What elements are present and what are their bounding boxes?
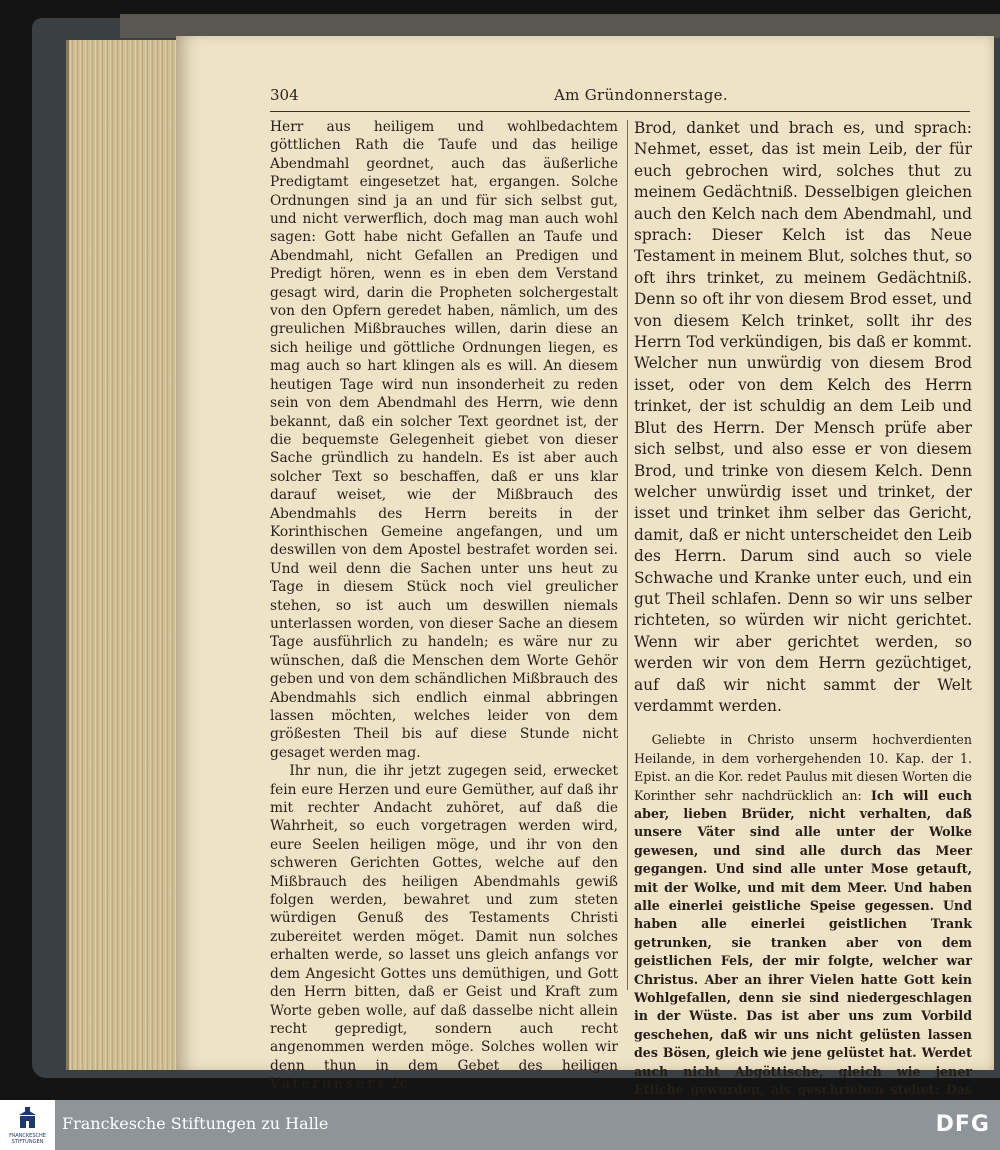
institution-name: Franckesche Stiftungen zu Halle xyxy=(62,1114,329,1133)
sermon-paragraph-1: Herr aus heiligem und wohlbedachtem göttlichen Rath die Taufe und das heilige Abendmahl geordnet, auch das äußerliche Predigtamt eingesetzet hat, ergangen. Solche Ordnungen sind ja an und für sich selbst gut, und nicht verwerflich, doch mag man auch wohl sagen: Gott habe nicht Gefallen an Taufe und Abendmahl, nicht Gefallen an Predigen und Predigt hören, wenn es in eben dem Verstand gesagt wird, darin die Propheten solchergestalt von den Opfern geredet haben, nämlich, um des greulichen Mißbrauches willen, darin diese an sich heilige und göttliche Ordnungen liegen, es mag auch so hart klingen als es will. An diesem heutigen Tage wird nun insonderheit zu reden sein von dem Abendmahl des Herrn, wie denn bekannt, daß ein solcher Text geordnet ist, der die bequemste Gelegenheit giebet von dieser Sache gründlich zu handeln. Es ist aber auch solcher Text so beschaffen, daß er uns klar darauf weiset, wie der Mißbrauch des Abendmahls des Herrn bereits in der Korinthischen Gemeine angefangen, und um deswillen von dem Apostel bestrafet worden sei. Und weil denn die Sachen unter uns heut zu Tage in diesem Stück noch viel greulicher stehen, so ist auch um deswillen niemals unterlassen worden, von dieser Sache an diesem Tage ausführlich zu handeln; es wäre nur zu wünschen, daß die Menschen dem Worte Gehör geben und von dem schändlichen Mißbrauch des Abendmahls sich endlich einmal abbringen lassen möchten, welches leider von dem größesten Theil bis auf diese Stunde nicht gesaget werden mag. xyxy=(270,119,618,761)
franckesche-logo[interactable] xyxy=(0,1100,55,1150)
page-header xyxy=(270,86,970,112)
right-column xyxy=(634,118,972,1100)
sermon-paragraph-2 xyxy=(270,762,618,1093)
exposition-paragraph xyxy=(634,731,972,1100)
exposition-quote: Ich will euch aber, lieben Brüder, nicht verhalten, daß unsere Väter sind alle unter der Wolke gewesen, und sind alle durch das Meer gegangen. Und sind alle unter Mose getauft, mit der Wolke, und mit dem Meer. Und haben alle einerlei geistliche Speise gegessen. Und haben alle einerlei geistlichen Trank getrunken, sie tranken aber von dem geistlichen Fels, der mir folgte, welcher war Christus. Aber an ihrer Vielen hatte Gott kein Wohlgefallen, denn sie sind niedergeschlagen in der Wüste. Das ist aber uns zum Vorbild geschehen, daß wir uns nicht gelüsten lassen des Bösen, gleich wie jene gelüstet hat. Werdet auch nicht Abgöttische, gleich wie jener Etliche gewurden, als geschrieben stehet: Das xyxy=(634,787,972,1098)
sermon-paragraph-2-end: 2c. xyxy=(391,1076,413,1093)
viewer-footer xyxy=(0,1100,1000,1150)
header-rule xyxy=(270,111,970,112)
logo-text: FRANCKESCHE STIFTUNGEN xyxy=(9,1133,46,1145)
dfg-logo[interactable]: DFG xyxy=(935,1112,990,1137)
scripture-continuation: Brod, danket und brach es, und sprach: Nehmet, esset, das ist mein Leib, der für euch gebrochen wird, solches thut zu meinem Gedächtniß. Desselbigen gleichen auch den Kelch nach dem Abendmahl, und sprach: Dieser Kelch ist das Neue Testament in meinem Blut, solches thut, so oft ihrs trinket, zu meinem Gedächtniß. Denn so oft ihr von diesem Brod esset, und von diesem Kelch trinket, sollt ihr des Herrn Tod verkündigen, bis daß er kommt. Welcher nun unwürdig von diesem Brod isset, oder von dem Kelch des Herrn trinket, der ist schuldig an dem Leib und Blut des Herrn. Der Mensch prüfe aber sich selbst, und also esse er von diesem Brod, und trinke von diesem Kelch. Denn welcher unwürdig isset und trinket, der isset und trinket ihm selber das Gericht, damit, daß er nicht unterscheidet den Leib des Herrn. Darum sind auch so viele Schwache und Kranke unter euch, und ein gut Theil schlafen. Denn so wir uns selber richteten, so würden wir nicht gerichtet. Wenn wir aber gerichtet werden, so werden wir von dem Herrn gezüchtiget, auf daß wir nicht sammt der Welt verdammt werden. xyxy=(634,119,972,715)
column-divider xyxy=(627,120,628,990)
sermon-paragraph-2-text: Ihr nun, die ihr jetzt zugegen seid, erwecket fein eure Herzen und eure Gemüther, auf daß ihr mit rechter Andacht zuhöret, auf daß die Wahrheit, so euch vorgetragen werden wird, eure Seelen heiligen möge, und ihr von den schweren Gerichten Gottes, welche auf den Mißbrauch des heiligen Abendmahls gewiß folgen werden, bewahret und zum steten würdigen Genuß des Testaments Christi zubereitet werden möget. Damit nun solches erhalten werde, so lasset uns gleich anfangs vor dem Angesicht Gottes uns demüthigen, und Gott den Herrn bitten, daß er Geist und Kraft zum Worte geben wolle, auf daß dasselbe nicht allein recht gepredigt, sondern auch recht angenommen werden möge. Solches wollen wir denn thun in dem Gebet des heiligen xyxy=(270,763,618,1074)
book-cover-top-edge xyxy=(120,14,1000,38)
building-icon xyxy=(18,1107,37,1129)
page-number: 304 xyxy=(270,86,299,104)
page-edges xyxy=(66,40,181,1070)
exposition-intro: Geliebte in Christo unserm hochverdienten Heilande, in dem vorhergehenden 10. Kap. der 1. Epist. an die Kor. redet Paulus mit diesen Worten die Korinther sehr nachdrücklich an: xyxy=(634,732,972,803)
spaced-word: Vaterunsers xyxy=(270,1076,387,1093)
left-column xyxy=(270,118,618,1100)
running-title: Am Gründonnerstage. xyxy=(554,86,728,104)
